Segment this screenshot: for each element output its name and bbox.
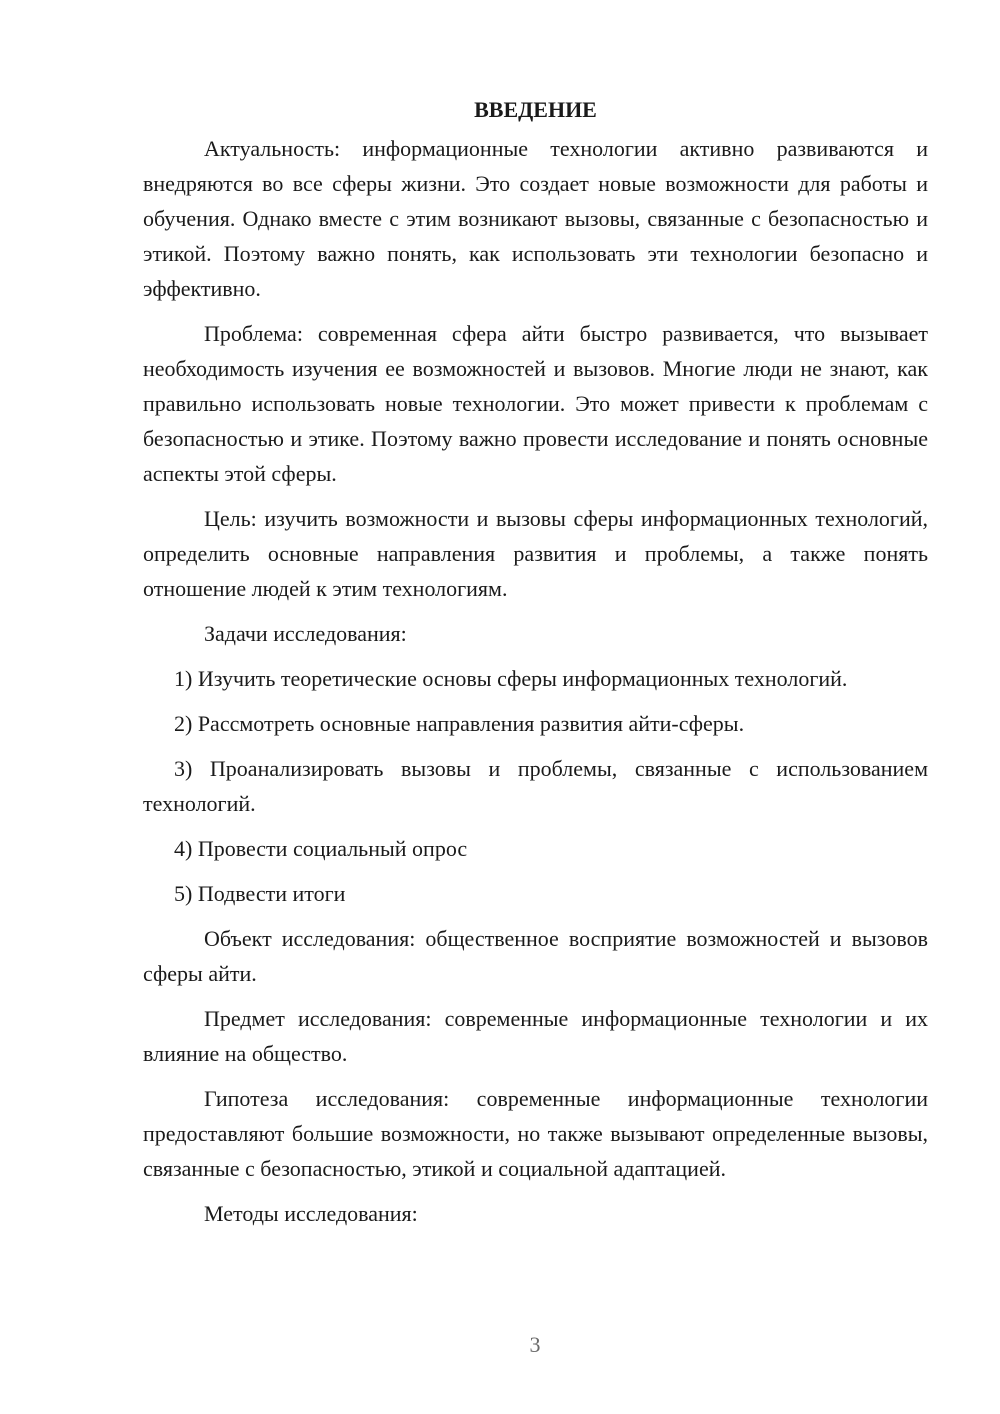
paragraph-object: Объект исследования: общественное восприятие возможностей и вызовов сферы айти. [143,926,928,986]
tasks-heading: Задачи исследования: [204,621,407,646]
task-item-1: 1) Изучить теоретические основы сферы информационных технологий. [174,666,848,691]
document-page [143,92,928,1241]
page-number: 3 [529,1332,541,1357]
paragraph-problem: Проблема: современная сфера айти быстро развивается, что вызывает необходимость изучения ее возможностей и вызовов. Многие люди не знают, как правильно использовать новые технологии. Это может привести к проблемам с безопасностью и этике. Поэтому важно провести исследование и понять основные аспекты этой сферы. [143,321,928,486]
page-title: ВВЕДЕНИЕ [474,97,597,122]
task-item-3: 3) Проанализировать вызовы и проблемы, связанные с использованием технологий. [143,756,928,816]
task-item-5: 5) Подвести итоги [174,881,346,906]
paragraph-relevance: Актуальность: информационные технологии активно развиваются и внедряются во все сферы жизни. Это создает новые возможности для работы и обучения. Однако вместе с этим возникают вызовы, связанные с безопасностью и этикой. Поэтому важно понять, как использовать эти технологии безопасно и эффективно. [143,136,928,301]
paragraph-hypothesis: Гипотеза исследования: современные информационные технологии предоставляют большие возможности, но также вызывают определенные вызовы, связанные с безопасностью, этикой и социальной адаптацией. [143,1086,928,1181]
task-item-4: 4) Провести социальный опрос [174,836,468,861]
task-item-2: 2) Рассмотреть основные направления развития айти-сферы. [174,711,745,736]
paragraph-goal: Цель: изучить возможности и вызовы сферы информационных технологий, определить основные направления развития и проблемы, а также понять отношение людей к этим технологиям. [143,506,928,601]
methods-heading: Методы исследования: [204,1201,418,1226]
paragraph-subject: Предмет исследования: современные информационные технологии и их влияние на общество. [143,1006,928,1066]
